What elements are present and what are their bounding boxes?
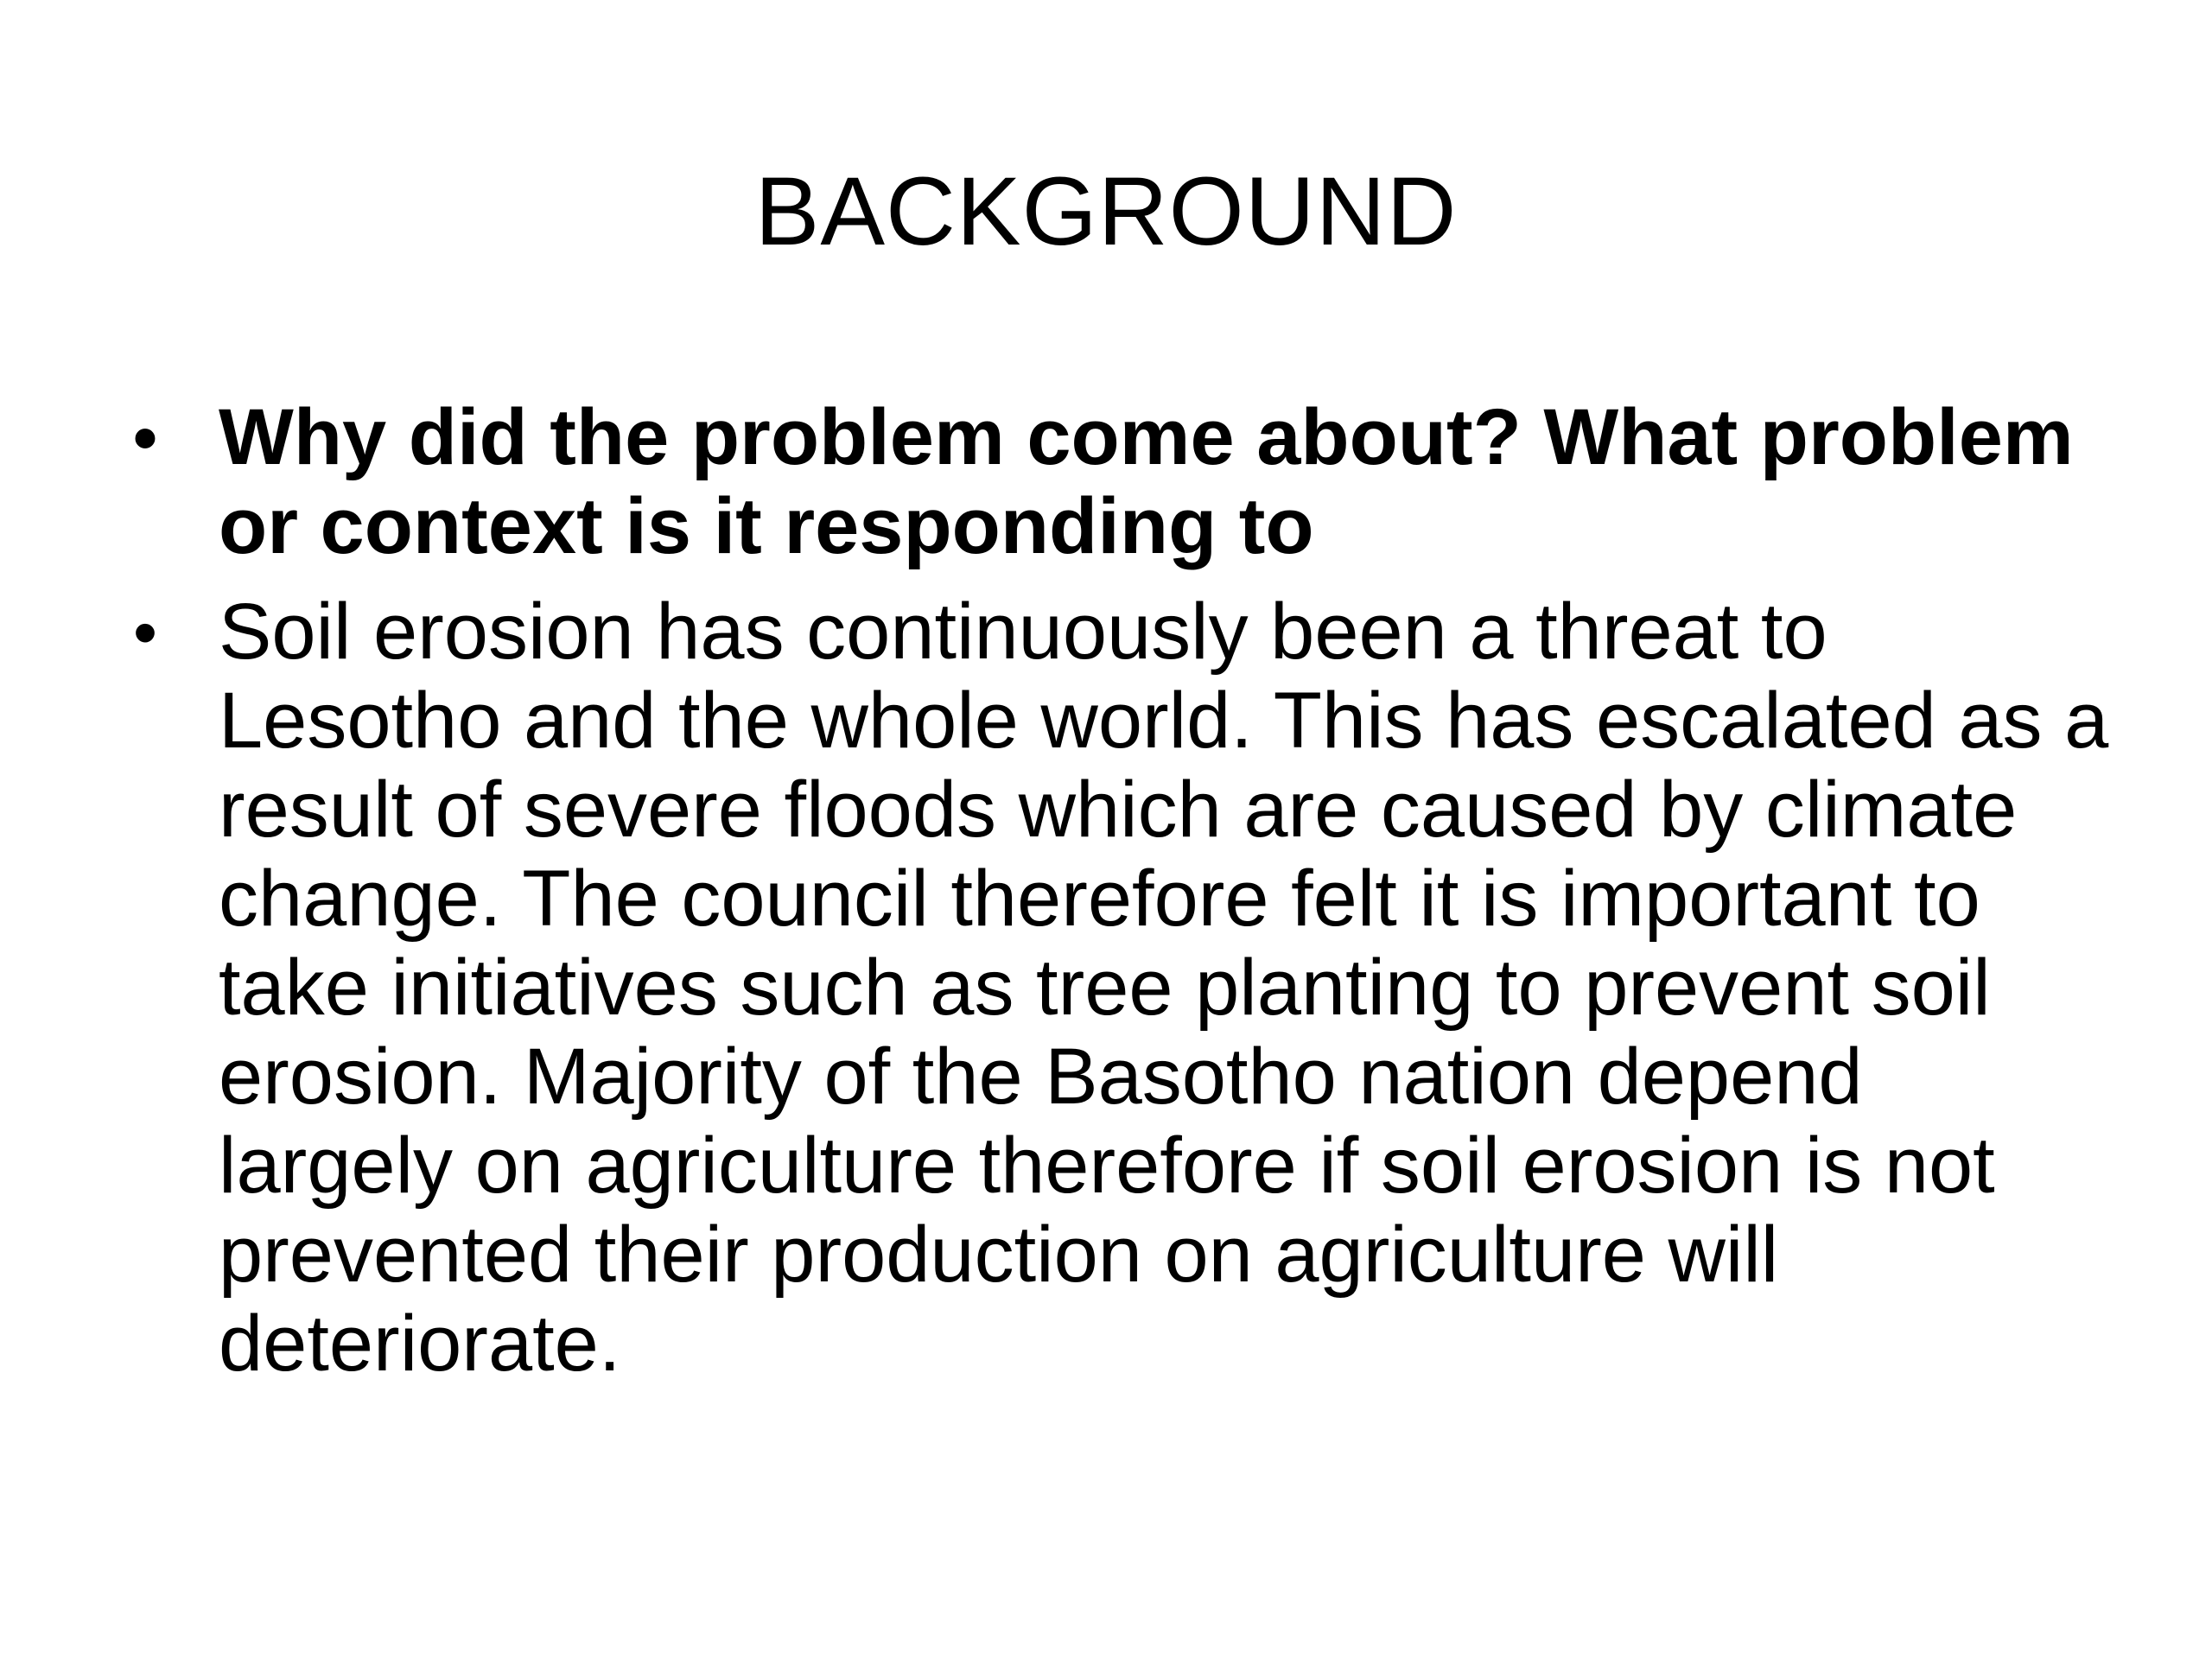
bullet-text: Why did the problem come about? What problem or context is it responding to: [219, 393, 2074, 570]
bullet-text: Soil erosion has continuously been a threat to Lesotho and the whole world. This has escalated as a result of severe floods which are caused by climate change. The council therefore felt it is important to take initiatives such as tree planting to prevent soil erosion. Majority of the Basotho nation depend largely on agriculture therefore if soil erosion is not prevented their production on agriculture will deteriorate.: [219, 588, 2109, 1388]
bullet-item-question: [130, 393, 2117, 571]
bullet-list: [130, 393, 2117, 1405]
bullet-item-answer: [130, 588, 2117, 1389]
slide-title: BACKGROUND: [754, 157, 1458, 265]
bullet-dot-icon: •: [133, 399, 158, 476]
bullet-dot-icon: •: [133, 594, 158, 671]
